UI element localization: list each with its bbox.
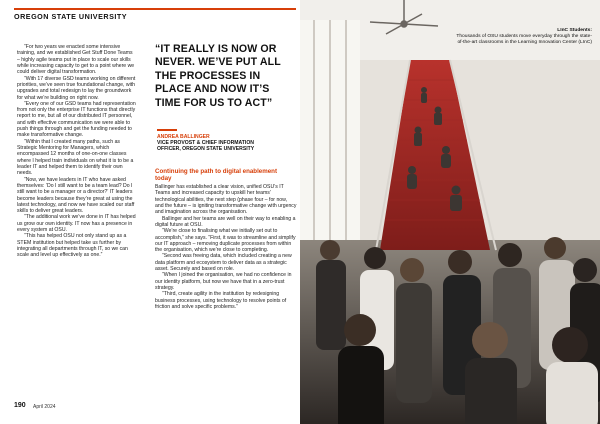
pull-quote-rule: [157, 129, 177, 131]
photo-caption: [452, 28, 592, 46]
students-staircase-photo: [300, 0, 600, 424]
photo-illustration: [300, 0, 600, 424]
attribution-title: VICE PROVOST & CHIEF INFORMATION OFFICER, OREGON STATE UNIVERSITY: [157, 140, 255, 152]
paragraph: “With 17 diverse GSD teams working on different priorities, we’ve seen true foundational change, with upgrades and total redesign to lay the groundwork for what we’re building on right now.: [17, 75, 136, 101]
section-subhead: Continuing the path to digital enablement today: [155, 168, 278, 183]
header-rule: [14, 8, 296, 10]
issue-date: April 2024: [33, 404, 56, 410]
paragraph: “When I joined the organisation, we had no confidence in our identity platform, but now we have that in a zero-trust strategy.: [155, 272, 292, 291]
paragraph: “For two years we enacted some intensive training, and we established Get Stuff Done Teams – highly agile teams put in place to scale our skills while increasing capacity to get to a point where we could deliver digital transformation.: [17, 44, 135, 76]
paragraph: “Second was freeing data, which included creating a new data platform and ecosystem to deliver data as a strategic asset. Securely and based on role.: [155, 253, 292, 273]
page-number: 190: [14, 402, 26, 409]
body-column-2: [155, 184, 297, 310]
paragraph: Ballinger has established a clear vision, unified OSU’s IT Teams and increased capacity to upskill her teams’ technological abilities, the next step (phase four – for now, and the future – is igniting transformative change with urgency and imagination across the organisation.: [155, 184, 297, 216]
paragraph: “The additional work we’ve done in IT has helped us grow our own identity. IT now has a presence in every system at OSU.: [17, 214, 136, 234]
attribution-name: ANDREA BALLINGER: [157, 134, 210, 140]
caption-body: Thousands of OSU students move everyday through the state-of-the-art classrooms in the Learning Innovation Center (LInC): [456, 34, 592, 45]
paragraph: “Within that I created many paths, such as Strategic Mentoring for Managers, which encompassed 12 months of one-on-one classes where I helped train individuals on what it is to be a leader IT and helped them to identify their own needs.: [17, 138, 134, 177]
paragraph: “Third, create agility in the institution by redesigning business processes, using technology to resolve points of friction and solve specific problems.”: [155, 291, 287, 310]
paragraph: “This has helped OSU not only stand up as a STEM institution but helped take us further by integrating all departments through IT, so we can scale and level up effectively as one.”: [17, 233, 128, 259]
paragraph: “We’re close to finalising what we initially set out to accomplish,” she says. “First, it was to streamline and simplify our IT approach – removing duplicate processes from within the organisation, which we’re close to completing.: [155, 228, 296, 254]
caption-heading: LInC Students:: [557, 28, 592, 33]
paragraph: “Every one of our GSD teams had representation from not only the enterprise IT functions that directly report to me, but all of our distributed IT personnel, and with effective communication we were able to push things through and get the funding needed to make transformative change.: [17, 100, 136, 139]
pull-quote: “IT REALLY IS NOW OR NEVER. WE’VE PUT ALL THE PROCESSES IN PLACE AND NOW IT’S TIME FOR US TO ACT”: [155, 43, 281, 109]
paragraph: “Now, we have leaders in IT who have asked themselves: ‘Do I still want to be a team lead? Do I still want to be a manager or a director?’ IT leaders become leaders because they’re great at using the latest technology, and now we have scaled our staff skills to deliver great leaders.: [17, 176, 135, 215]
paragraph: Ballinger and her teams are well on their way to enabling a digital future at OSU.: [155, 215, 296, 228]
body-column-1: [17, 44, 136, 259]
running-head: OREGON STATE UNIVERSITY: [14, 12, 128, 21]
